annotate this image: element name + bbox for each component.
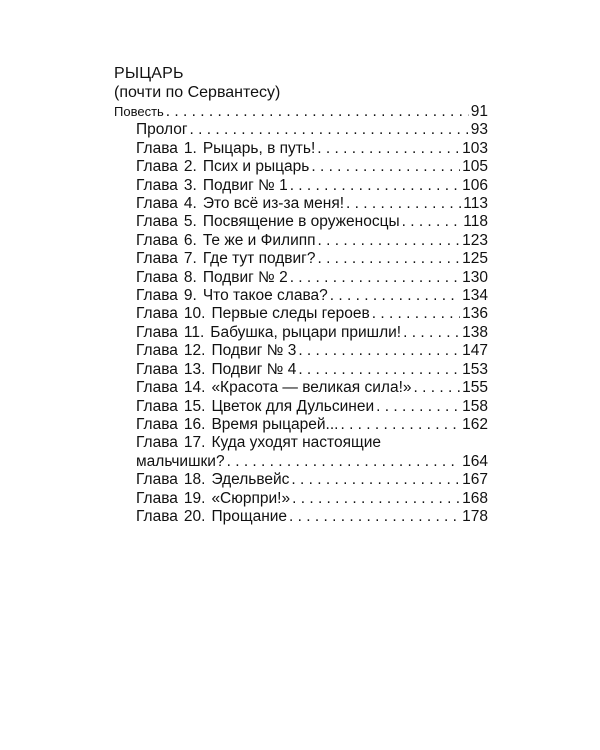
chapter-number: 14. bbox=[183, 379, 206, 397]
chapter-title: Где тут подвиг? bbox=[202, 250, 316, 268]
chapter-title: Бабушка, рыцари пришли! bbox=[210, 323, 402, 341]
toc-entry-chapter bbox=[114, 398, 488, 416]
chapter-title: «Красота — великая сила!» bbox=[211, 379, 412, 397]
toc-entry-label bbox=[136, 158, 309, 176]
chapter-title: Куда уходят настоящие bbox=[211, 434, 382, 452]
toc-entry-label bbox=[136, 250, 315, 268]
chapter-number: 9. bbox=[183, 287, 197, 305]
toc-entry-chapter bbox=[114, 305, 488, 323]
toc-entry-label bbox=[136, 305, 370, 323]
toc-entry-label bbox=[136, 490, 290, 508]
chapter-number: 20. bbox=[183, 507, 206, 525]
dot-leader bbox=[190, 121, 469, 139]
chapter-number: 2. bbox=[183, 158, 197, 176]
chapter-title: Что такое слава? bbox=[202, 287, 328, 305]
chapter-title: Псих и рыцарь bbox=[202, 158, 310, 176]
toc-entry-chapter bbox=[114, 324, 488, 342]
chapter-word: Глава bbox=[136, 158, 178, 176]
toc-entry-page: 153 bbox=[462, 360, 488, 378]
toc-entry-page: 125 bbox=[462, 250, 488, 268]
toc-entry-chapter bbox=[114, 250, 488, 268]
dot-leader bbox=[376, 398, 460, 416]
toc-entry-chapter bbox=[114, 177, 488, 195]
dot-leader bbox=[298, 361, 460, 379]
chapter-word: Глава bbox=[136, 434, 178, 452]
chapter-word: Глава bbox=[136, 342, 178, 360]
chapter-number: 11. bbox=[183, 323, 205, 341]
chapter-title: Подвиг № 3 bbox=[211, 342, 297, 360]
toc-entry-chapter-continuation bbox=[114, 453, 488, 471]
toc-entry-chapter bbox=[114, 434, 488, 452]
toc-entry-page: 168 bbox=[462, 489, 488, 507]
dot-leader bbox=[372, 305, 460, 323]
chapter-number: 18. bbox=[183, 471, 206, 489]
dot-leader bbox=[290, 269, 460, 287]
toc-entry-page: 106 bbox=[462, 176, 488, 194]
dot-leader bbox=[402, 213, 462, 231]
toc-entry-chapter bbox=[114, 140, 488, 158]
chapter-number: 5. bbox=[183, 213, 197, 231]
chapter-word: Глава bbox=[136, 397, 178, 415]
chapter-list bbox=[114, 140, 488, 527]
chapter-title: Время рыцарей... bbox=[211, 415, 339, 433]
toc-entry-label bbox=[136, 140, 315, 158]
toc-entry-page: 103 bbox=[462, 139, 488, 157]
chapter-word: Глава bbox=[136, 489, 178, 507]
toc-entry-chapter bbox=[114, 416, 488, 434]
toc-entry-page: 155 bbox=[462, 379, 488, 397]
dot-leader bbox=[317, 250, 460, 268]
toc-entry-page: 162 bbox=[462, 415, 488, 433]
dot-leader bbox=[311, 158, 460, 176]
chapter-title: Подвиг № 4 bbox=[211, 360, 297, 378]
toc-entry-label bbox=[136, 287, 328, 305]
dot-leader bbox=[340, 416, 460, 434]
chapter-word: Глава bbox=[136, 360, 178, 378]
chapter-number: 12. bbox=[183, 342, 206, 360]
toc-entry-label bbox=[136, 269, 288, 287]
dot-leader bbox=[403, 324, 460, 342]
toc-entry-page: 138 bbox=[462, 323, 488, 341]
toc-entry-chapter bbox=[114, 490, 488, 508]
toc-entry-chapter bbox=[114, 471, 488, 489]
toc-entry-prolog bbox=[114, 121, 488, 139]
toc-entry-label: Пролог bbox=[136, 121, 188, 139]
chapter-word: Глава bbox=[136, 213, 178, 231]
toc-entry-page: 113 bbox=[463, 195, 488, 213]
toc-entry-chapter bbox=[114, 342, 488, 360]
chapter-word: Глава bbox=[136, 287, 178, 305]
chapter-number: 13. bbox=[183, 360, 206, 378]
dot-leader bbox=[298, 342, 460, 360]
toc-entry-chapter bbox=[114, 195, 488, 213]
toc-entry-chapter bbox=[114, 213, 488, 231]
toc-entry-page: 118 bbox=[463, 213, 488, 231]
toc-entry-page: 123 bbox=[462, 231, 488, 249]
toc-entry-label bbox=[136, 361, 296, 379]
dot-leader bbox=[290, 177, 460, 195]
dot-leader bbox=[291, 471, 460, 489]
toc-entry-label bbox=[136, 379, 412, 397]
chapter-number: 7. bbox=[183, 250, 197, 268]
toc-entry-page: 167 bbox=[462, 471, 488, 489]
chapter-title: Рыцарь, в путь! bbox=[202, 139, 316, 157]
chapter-title: Посвящение в оруженосцы bbox=[202, 213, 400, 231]
toc-entry-page: 178 bbox=[462, 507, 488, 525]
chapter-number: 1. bbox=[183, 139, 197, 157]
chapter-number: 3. bbox=[183, 176, 197, 194]
toc-entry-chapter bbox=[114, 287, 488, 305]
chapter-title: «Сюрпри!» bbox=[211, 489, 291, 507]
toc-entry-page: 136 bbox=[462, 305, 488, 323]
chapter-title: Эдельвейс bbox=[211, 471, 290, 489]
toc-entry-label bbox=[136, 398, 374, 416]
toc-entry-page: 158 bbox=[462, 397, 488, 415]
dot-leader bbox=[166, 103, 469, 121]
toc-entry-povest bbox=[114, 103, 488, 121]
section-title: РЫЦАРЬ bbox=[114, 65, 184, 82]
chapter-word: Глава bbox=[136, 250, 178, 268]
toc-entry-chapter bbox=[114, 379, 488, 397]
toc-entry-page: 91 bbox=[470, 103, 488, 120]
chapter-number: 8. bbox=[183, 268, 197, 286]
toc-entry-chapter bbox=[114, 508, 488, 526]
toc-entry-label bbox=[136, 232, 316, 250]
chapter-word: Глава bbox=[136, 139, 178, 157]
table-of-contents bbox=[114, 64, 488, 526]
chapter-word: Глава bbox=[136, 305, 178, 323]
chapter-title: Прощание bbox=[211, 507, 288, 525]
dot-leader bbox=[318, 232, 461, 250]
dot-leader bbox=[227, 453, 461, 471]
toc-entry-page: 93 bbox=[470, 121, 488, 139]
dot-leader bbox=[292, 490, 460, 508]
dot-leader bbox=[330, 287, 460, 305]
toc-entry-label bbox=[136, 508, 287, 526]
toc-entry-label bbox=[136, 342, 296, 360]
chapter-title: Это всё из-за меня! bbox=[202, 195, 345, 213]
chapter-word: Глава bbox=[136, 195, 178, 213]
chapter-title: Первые следы героев bbox=[211, 305, 370, 323]
dot-leader bbox=[289, 508, 460, 526]
toc-entry-label bbox=[136, 471, 289, 489]
dot-leader bbox=[317, 140, 460, 158]
dot-leader bbox=[346, 195, 461, 213]
chapter-word: Глава bbox=[136, 176, 178, 194]
chapter-title: Подвиг № 2 bbox=[202, 268, 288, 286]
dot-leader bbox=[414, 379, 461, 397]
toc-entry-page: 164 bbox=[462, 452, 488, 470]
chapter-number: 10. bbox=[183, 305, 206, 323]
toc-entry-page: 105 bbox=[462, 158, 488, 176]
section-subtitle: (почти по Сервантесу) bbox=[114, 84, 281, 101]
toc-entry-page: 134 bbox=[462, 287, 488, 305]
toc-entry-label bbox=[136, 324, 401, 342]
toc-entry-chapter bbox=[114, 232, 488, 250]
toc-entry-chapter bbox=[114, 158, 488, 176]
chapter-word: Глава bbox=[136, 231, 178, 249]
chapter-word: Глава bbox=[136, 471, 178, 489]
chapter-title: Подвиг № 1 bbox=[202, 176, 288, 194]
chapter-title: Те же и Филипп bbox=[202, 231, 316, 249]
chapter-word: Глава bbox=[136, 323, 178, 341]
chapter-word: Глава bbox=[136, 268, 178, 286]
toc-entry-label bbox=[136, 416, 338, 434]
toc-entry-label bbox=[136, 434, 381, 452]
toc-entry-page: 130 bbox=[462, 268, 488, 286]
chapter-word: Глава bbox=[136, 415, 178, 433]
toc-entry-chapter bbox=[114, 361, 488, 379]
chapter-number: 16. bbox=[183, 415, 206, 433]
toc-entry-label bbox=[136, 213, 400, 231]
toc-entry-chapter bbox=[114, 269, 488, 287]
chapter-word: Глава bbox=[136, 379, 178, 397]
chapter-word: Глава bbox=[136, 507, 178, 525]
chapter-number: 15. bbox=[183, 397, 206, 415]
chapter-title: Цветок для Дульсинеи bbox=[211, 397, 375, 415]
chapter-number: 4. bbox=[183, 195, 197, 213]
toc-entry-label bbox=[136, 195, 344, 213]
chapter-number: 19. bbox=[183, 489, 206, 507]
toc-entry-label: Повесть bbox=[114, 104, 164, 119]
chapter-title-continuation: мальчишки? bbox=[136, 452, 225, 470]
toc-entry-page: 147 bbox=[462, 342, 488, 360]
chapter-number: 17. bbox=[183, 434, 206, 452]
chapter-number: 6. bbox=[183, 231, 197, 249]
toc-entry-label bbox=[136, 177, 288, 195]
